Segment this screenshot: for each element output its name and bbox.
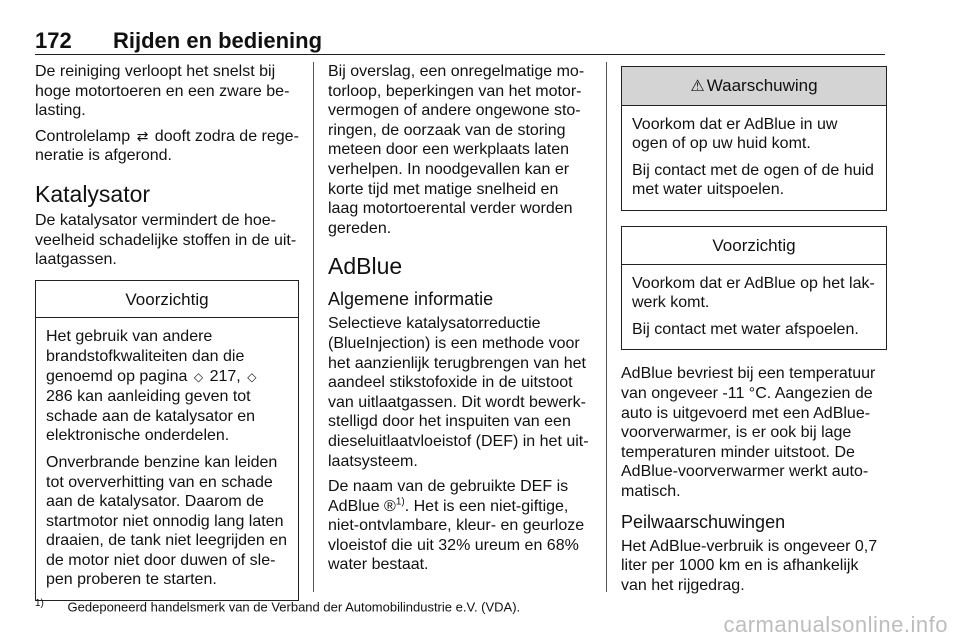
paragraph: Bij overslag, een onregelmatige motorloop, beperkingen van het motorvermogen of andere ongewone storingen, de oorzaak van de storing meteen door een werkplaats laten verhelpen. In noodgevallen kan er korte tijd met matige snelheid en laag motortoerental verder worden gereden.: [328, 63, 585, 237]
paragraph: Het AdBlue-verbruik is ongeveer 0,7 liter per 1000 km en is afhankelijk van het rijgedrag.: [621, 537, 878, 594]
paragraph: Onverbrande benzine kan leiden tot oververhitting van en schade aan de katalysator. Daarom de startmotor niet onnodig lang laten draaien, de tank niet leegrijden en de motor niet door duwen of slepen proberen te starten.: [46, 453, 288, 589]
footnote-ref: 1): [395, 496, 405, 508]
paragraph: Bij contact met water afspoelen.: [632, 320, 859, 338]
page-ref-link[interactable]: 217,: [209, 367, 241, 385]
page-title: Rijden en bediening: [113, 28, 323, 53]
page-header: [35, 28, 885, 55]
column-middle: [328, 62, 590, 581]
subheading-algemene-informatie: Algemene informatie: [328, 289, 494, 310]
paragraph: Controlelamp ⇄ dooft zodra de regeneratie is afgerond.: [35, 127, 299, 165]
section-heading-katalysator: Katalysator: [35, 180, 151, 207]
caution-box-title: Voorzichtig: [622, 227, 886, 265]
page-ref-icon: ◇: [247, 369, 257, 384]
paragraph: Het gebruik van andere brandstofkwaliteiten dan die genoemd op pagina ◇ 217, ◇ 286 kan aanleiding geven tot schade aan de katalysator en elektronische onderdelen.: [46, 328, 257, 445]
footnote-mark: 1): [35, 598, 44, 609]
warning-icon: ⚠: [690, 78, 705, 95]
paragraph: De reiniging verloopt het snelst bij hoge motortoeren en een zware belasting.: [35, 63, 290, 120]
caution-box: [621, 226, 887, 350]
paragraph: Selectieve katalysatorreductie (BlueInjection) is een methode voor het aanzienlijk terugbrengen van het aandeel stikstofoxide in de uitstoot van uitlaatgassen. Dit wordt bewerkstelligd door het inspuiten van een dieseluitlaatvloeistof (DEF) in het uitlaatsysteem.: [328, 315, 589, 470]
column-divider: [606, 62, 607, 592]
caution-box-body: [622, 265, 886, 350]
paragraph: Voorkom dat er AdBlue in uw ogen of op uw huid komt.: [632, 115, 838, 153]
warning-box: [621, 66, 887, 211]
watermark: carmanualsonline.info: [723, 612, 948, 637]
column-divider: [313, 62, 314, 592]
column-left: [35, 62, 299, 601]
paragraph: AdBlue bevriest bij een temperatuur van ongeveer -11 °C. Aangezien de auto is uitgevoerd met een AdBlue-voorverwarmer, is er ook bij lage temperaturen minder uitstoot. De AdBlue-voorverwarmer werkt automatisch.: [621, 365, 876, 500]
caution-box-body: [36, 318, 298, 600]
paragraph: De naam van de gebruikte DEF is AdBlue ®$^{1)}$. Het is een niet-giftige, niet-ontvlambare, kleur- en geurloze vloeistof die uit 32% ureum en 68% water bestaat.: [328, 478, 585, 574]
footnote: [35, 598, 520, 614]
column-right: [621, 62, 887, 601]
regeneration-lamp-icon: ⇄: [136, 127, 149, 144]
subheading-peilwaarschuwingen: Peilwaarschuwingen: [621, 511, 786, 532]
paragraph: Voorkom dat er AdBlue op het lakwerk komt.: [632, 274, 875, 312]
caution-box-title: Voorzichtig: [36, 281, 298, 319]
warning-box-title: ⚠ Waarschuwing: [622, 67, 886, 106]
page-ref-icon: ◇: [193, 369, 204, 384]
warning-box-body: [622, 106, 886, 210]
paragraph: De katalysator vermindert de hoeveelheid schadelijke stoffen in de uitlaatgassen.: [35, 211, 297, 269]
caution-box: [35, 280, 299, 601]
footnote-text: Gedeponeerd handelsmerk van de Verband der Automobilindustrie e.V. (VDA).: [67, 599, 521, 615]
page-number: 172: [35, 28, 72, 53]
section-heading-adblue: AdBlue: [328, 253, 403, 280]
paragraph: Bij contact met de ogen of de huid met water uitspoelen.: [632, 161, 874, 199]
